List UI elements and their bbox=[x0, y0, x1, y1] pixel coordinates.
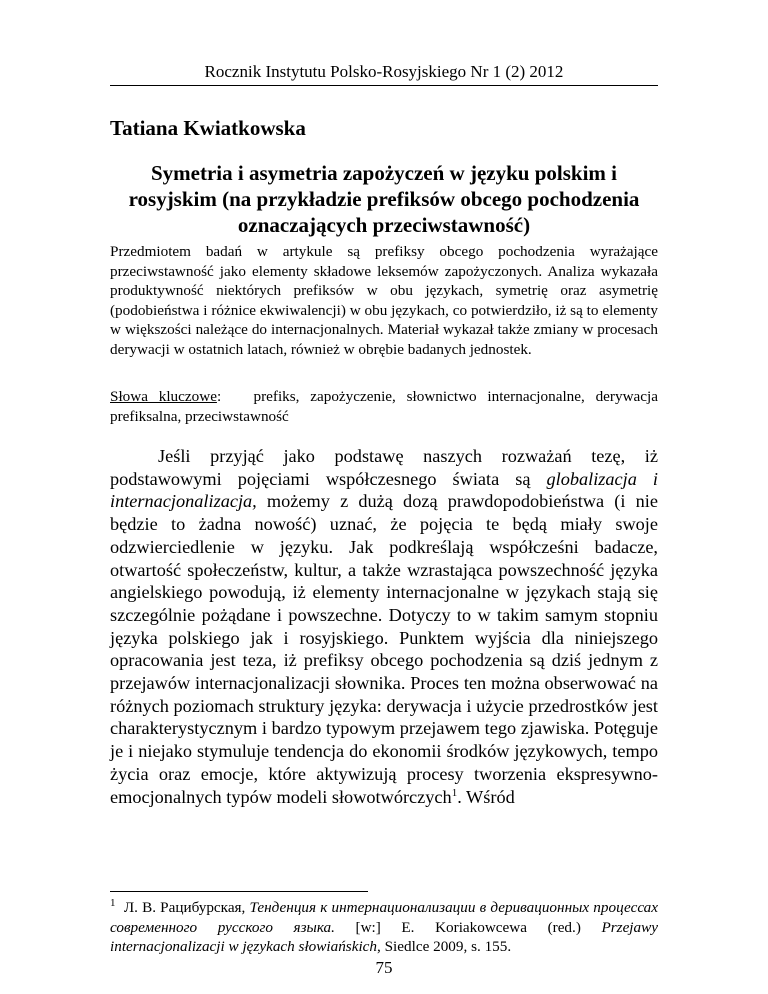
footnote-rest: , Siedlce 2009, s. 155. bbox=[377, 938, 512, 955]
body-text-part2: możemy z dużą dozą prawdopodobieństwa (i nie będzie to żadna nowość) uznać, że pojęcia te będą miały swoje odzwierciedlenie w języku. Jak podkreślają współcześni badacze, otwartość społeczeństw, kultur, a także wzrastająca powszechność języka angielskiego powodują, iż elementy internacjonalne w językach stają się szczególnie pożądane i powszechne. Dotyczy to w takim samym stopniu języka polskiego jak i rosyjskiego. Punktem wyjścia dla niniejszego opracowania jest teza, iż prefiksy obcego pochodzenia są dziś jednym z przejawów internacjonalizacji słownika. Proces ten można obserwować na różnych poziomach struktury języka: derywacja i użycie przedrostków jest charakterystycznym i bardzo typowym przejawem tego zjawiska. Potęguje je i niejako stymuluje tendencja do ekonomii środków językowych, tempo życia oraz emocje, które aktywizują procesy tworzenia ekspresywno-emocjonalnych typów modeli słowotwórczych bbox=[110, 491, 658, 807]
footnote-number: 1 bbox=[110, 896, 116, 909]
keywords-label: Słowa kluczowe bbox=[110, 388, 217, 405]
header-rule bbox=[110, 85, 658, 86]
body-text-italic: globalizacja i internacjonalizacja, bbox=[110, 468, 658, 512]
footnote bbox=[110, 898, 658, 957]
article-author: Tatiana Kwiatkowska bbox=[110, 116, 306, 140]
footnote-in: [w:] E. Koriakowcewa (red.) bbox=[334, 918, 602, 936]
footnote-reference[interactable]: 1 bbox=[451, 786, 458, 799]
running-head: Rocznik Instytutu Polsko-Rosyjskiego Nr 1 (2) 2012 bbox=[204, 62, 564, 81]
body-text-part3: . Wśród bbox=[457, 786, 515, 807]
footnote-volume: Przejawy internacjonalizacji w językach słowiańskich bbox=[110, 918, 658, 955]
body-paragraph bbox=[110, 445, 658, 808]
article-title: Symetria i asymetria zapożyczeń w języku polskim i rosyjskim (na przykładzie prefiksów obcego pochodzenia oznaczających przeciwstawność) bbox=[128, 161, 640, 237]
body-text-part1: Jeśli przyjąć jako podstawę naszych rozważań tezę, iż podstawowymi pojęciami współczesnego świata są bbox=[110, 446, 658, 489]
footnote-rule bbox=[110, 891, 368, 892]
keywords bbox=[110, 387, 658, 426]
keywords-list: prefiks, zapożyczenie, słownictwo internacjonalne, derywacja prefiksalna, przeciwstawność bbox=[110, 388, 658, 425]
page-number: 75 bbox=[375, 958, 393, 977]
keywords-colon: : bbox=[216, 388, 222, 405]
abstract: Przedmiotem badań w artykule są prefiksy obcego pochodzenia wyrażające przeciwstawność jako elementy składowe leksemów zapożyczonych. Analiza wykazała produktywność niektórych prefiksów w obu językach, symetrię oraz asymetrię (podobieństwa i różnice ekwiwalencji) w obu językach, co potwierdziło, iż są to elementy w większości należące do internacjonalnych. Materiał wykazał także zmiany w procesach derywacji w ostatnich latach, również w obrębie badanych jednostek. bbox=[110, 243, 658, 358]
footnote-source-title: Тенденция к интернационализации в деривационных процессах современного русского языка. bbox=[110, 899, 658, 936]
footnote-author: Л. В. Рацибурская, bbox=[123, 899, 250, 916]
